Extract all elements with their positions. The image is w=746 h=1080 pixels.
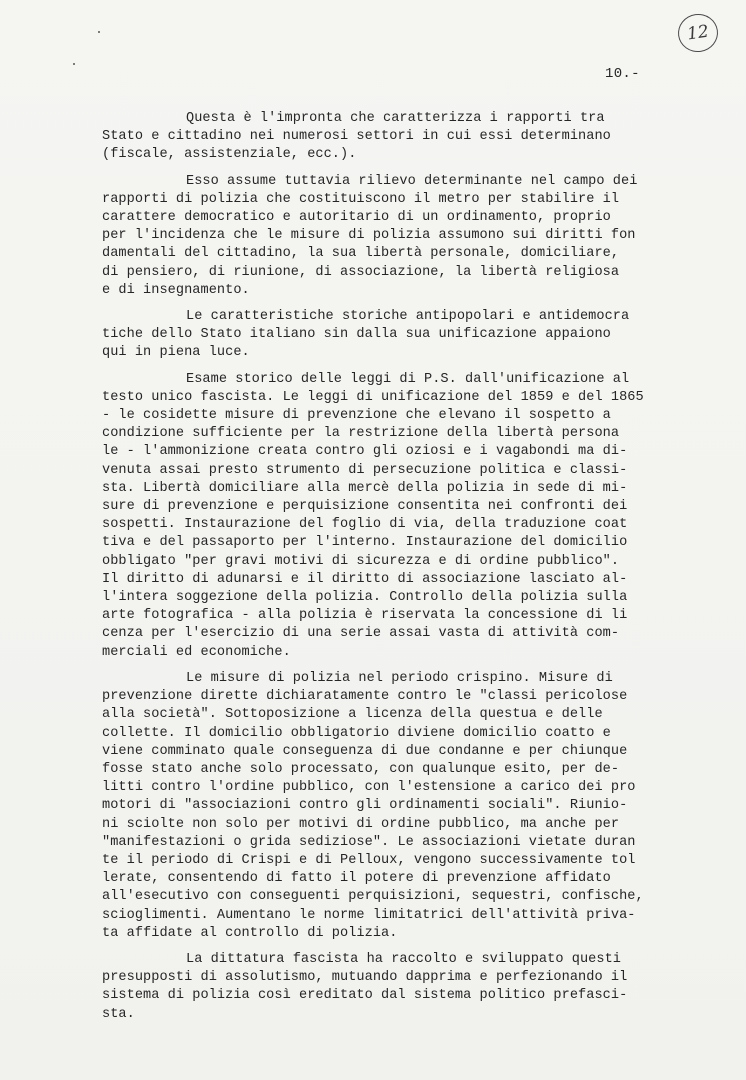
text-line: fosse stato anche solo processato, con qualunque esito, per de- bbox=[102, 761, 620, 777]
text-line: scioglimenti. Aumentano le norme limitatrici dell'attività priva- bbox=[102, 907, 636, 923]
text-line: Esso assume tuttavia rilievo determinante nel campo dei bbox=[186, 173, 638, 189]
text-line: qui in piena luce. bbox=[102, 345, 250, 361]
text-line: sospetti. Instaurazione del foglio di via, della traduzione coat bbox=[102, 517, 628, 533]
text-line: rapporti di polizia che costituiscono il metro per stabilire il bbox=[102, 191, 620, 207]
text-line: viene comminato quale conseguenza di due condanne e per chiunque bbox=[102, 743, 628, 759]
paragraph bbox=[102, 371, 692, 662]
ink-speck bbox=[73, 63, 75, 65]
text-line: sta. bbox=[102, 1006, 135, 1022]
text-line: all'esecutivo con conseguenti perquisizioni, sequestri, confische, bbox=[102, 889, 644, 905]
text-line: (fiscale, assistenziale, ecc.). bbox=[102, 147, 357, 163]
text-line: condizione sufficiente per la restrizione della libertà persona bbox=[102, 426, 620, 442]
text-line: le - l'ammonizione creata contro gli oziosi e i vagabondi ma di- bbox=[102, 444, 628, 460]
text-line: lerate, consentendo di fatto il potere di prevenzione affidato bbox=[102, 871, 611, 887]
text-line: damentali del cittadino, la sua libertà personale, domiciliare, bbox=[102, 246, 620, 262]
text-line: per l'incidenza che le misure di polizia assumono sui diritti fon bbox=[102, 228, 636, 244]
text-line: La dittatura fascista ha raccolto e sviluppato questi bbox=[186, 951, 622, 967]
text-line: motori di "associazioni contro gli ordinamenti sociali". Riunio- bbox=[102, 798, 628, 814]
ink-speck bbox=[98, 31, 100, 33]
text-line: sta. Libertà domiciliare alla mercè della polizia in sede di mi- bbox=[102, 480, 628, 496]
paragraph bbox=[102, 110, 692, 165]
text-line: obbligato "per gravi motivi di sicurezza e di ordine pubblico". bbox=[102, 553, 620, 569]
text-line: venuta assai presto strumento di persecuzione politica e classi- bbox=[102, 462, 628, 478]
text-line: presupposti di assolutismo, mutuando dapprima e perfezionando il bbox=[102, 970, 628, 986]
text-line: tiche dello Stato italiano sin dalla sua unificazione appaiono bbox=[102, 327, 611, 343]
page-number: 10.- bbox=[605, 66, 640, 82]
text-line: - le cosidette misure di prevenzione che elevano il sospetto a bbox=[102, 408, 611, 424]
text-line: te il periodo di Crispi e di Pelloux, vengono successivamente tol bbox=[102, 852, 636, 868]
text-line: alla società". Sottoposizione a licenza della questua e delle bbox=[102, 707, 603, 723]
paragraph bbox=[102, 173, 692, 300]
text-line: testo unico fascista. Le leggi di unificazione del 1859 e del 1865 bbox=[102, 389, 644, 405]
text-line: litti contro l'ordine pubblico, con l'estensione a carico dei pro bbox=[102, 780, 636, 796]
text-line: merciali ed economiche. bbox=[102, 644, 291, 660]
text-line: ta affidate al controllo di polizia. bbox=[102, 925, 398, 941]
text-line: e di insegnamento. bbox=[102, 282, 250, 298]
paragraph bbox=[102, 670, 692, 943]
text-line: Questa è l'impronta che caratterizza i rapporti tra bbox=[186, 111, 605, 126]
text-line: cenza per l'esercizio di una serie assai vasta di attività com- bbox=[102, 626, 620, 642]
text-line: tiva e del passaporto per l'interno. Instaurazione del domicilio bbox=[102, 535, 628, 551]
text-line: di pensiero, di riunione, di associazione, la libertà religiosa bbox=[102, 264, 620, 280]
text-line: Esame storico delle leggi di P.S. dall'unificazione al bbox=[186, 371, 630, 387]
body-text bbox=[102, 110, 692, 1032]
text-line: carattere democratico e autoritario di un ordinamento, proprio bbox=[102, 210, 611, 226]
text-line: sistema di polizia così ereditato dal sistema politico prefasci- bbox=[102, 988, 628, 1004]
text-line: ni sciolte non solo per motivi di ordine pubblico, ma anche per bbox=[102, 816, 620, 832]
text-line: Le misure di polizia nel periodo crispino. Misure di bbox=[186, 670, 613, 686]
text-line: arte fotografica - alla polizia è riservata la concessione di li bbox=[102, 608, 628, 624]
text-line: Il diritto di adunarsi e il diritto di associazione lasciato al- bbox=[102, 571, 628, 587]
text-line: prevenzione dirette dichiaratamente contro le "classi pericolose bbox=[102, 689, 628, 705]
paragraph bbox=[102, 951, 692, 1024]
text-line: "manifestazioni o grida sediziose". Le associazioni vietate duran bbox=[102, 834, 636, 850]
text-line: sure di prevenzione e perquisizione consentita nei confronti dei bbox=[102, 499, 628, 515]
text-line: l'intera soggezione della polizia. Controllo della polizia sulla bbox=[102, 590, 628, 606]
page-stamp: 12 bbox=[676, 11, 721, 54]
paragraph bbox=[102, 308, 692, 363]
text-line: collette. Il domicilio obbligatorio diviene domicilio coatto e bbox=[102, 725, 611, 741]
text-line: Stato e cittadino nei numerosi settori in cui essi determinano bbox=[102, 129, 611, 145]
text-line: Le caratteristiche storiche antipopolari e antidemocra bbox=[186, 309, 630, 325]
